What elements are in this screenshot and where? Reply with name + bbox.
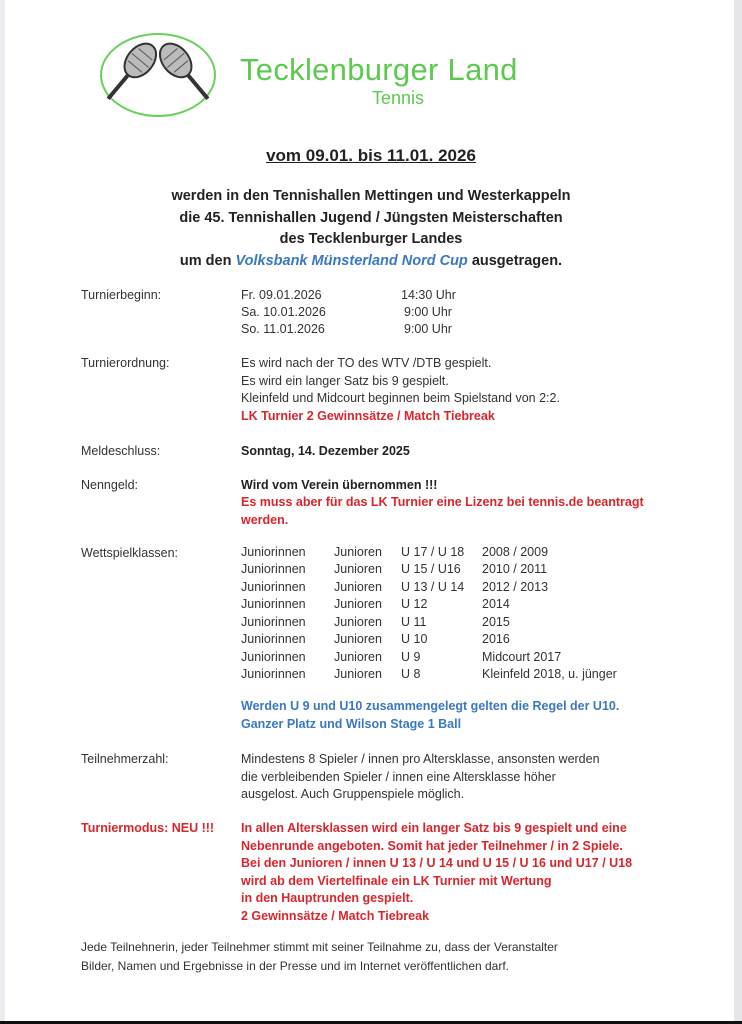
footer-line: Bilder, Namen und Ergebnisse in der Presse und im Internet veröffentlichen darf. (81, 959, 510, 973)
schedule-row (241, 305, 541, 323)
schedule-date: Sa. 10.01.2026 (241, 305, 326, 319)
turnierordnung-label: Turnierordnung: (81, 356, 170, 370)
rule-line: Es wird nach der TO des WTV /DTB gespielt. (241, 356, 492, 370)
teilnehmerzahl-label: Teilnehmerzahl: (81, 752, 169, 766)
boys-cell: Junioren (334, 562, 382, 576)
class-cell: U 10 (401, 632, 428, 646)
schedule-time: 9:00 Uhr (404, 322, 452, 336)
intro-pre: um den (179, 252, 236, 269)
class-row (241, 562, 641, 580)
classes-note-line: Werden U 9 und U10 zusammengelegt gelten die Regel der U10. (241, 699, 620, 713)
nenngeld-note-line: Es muss aber für das LK Turnier eine Lizenz bei tennis.de beantragt (241, 495, 644, 509)
turnierordnung-text (241, 355, 560, 425)
intro-line: die 45. Tennishallen Jugend / Jüngsten Meisterschaften (179, 209, 563, 226)
crossed-tennis-rackets-icon (99, 32, 217, 118)
class-cell: U 8 (401, 667, 421, 681)
turnierbeginn-label: Turnierbeginn: (81, 288, 162, 302)
participants-line: die verbleibenden Spieler / innen eine Altersklasse höher (241, 769, 556, 784)
cup-name: Volksbank Münsterland Nord Cup (235, 252, 468, 269)
brand-title: Tecklenburger Land (240, 52, 518, 87)
schedule-row (241, 288, 541, 306)
girls-cell: Juniorinnen (241, 650, 306, 664)
class-cell: U 12 (401, 597, 428, 611)
class-cell: U 15 / U16 (401, 562, 461, 576)
intro-line: des Tecklenburger Landes (279, 231, 463, 247)
girls-cell: Juniorinnen (241, 545, 306, 559)
mode-line: Nebenrunde angeboten. Somit hat jeder Teilnehmer / in 2 Spiele. (241, 838, 623, 853)
turniermodus-text (241, 820, 632, 925)
girls-cell: Juniorinnen (241, 580, 306, 594)
boys-cell: Junioren (334, 650, 382, 664)
brand-subtitle: Tennis (372, 88, 425, 108)
nenngeld-label: Nenngeld: (81, 478, 138, 492)
intro-post: ausgetragen. (467, 252, 563, 269)
girls-cell: Juniorinnen (241, 615, 306, 629)
girls-cell: Juniorinnen (241, 597, 306, 611)
meldeschluss-value: Sonntag, 14. Dezember 2025 (241, 444, 410, 458)
years-cell: Kleinfeld 2018, u. jünger (482, 667, 617, 681)
wettspielklassen-label: Wettspielklassen: (81, 546, 179, 560)
intro-text (0, 186, 742, 272)
schedule-date: Fr. 09.01.2026 (241, 288, 322, 302)
nenngeld-value: Wird vom Verein übernommen !!! (241, 478, 438, 492)
schedule-date: So. 11.01.2026 (241, 322, 325, 336)
mode-line: In allen Altersklassen wird ein langer Satz bis 9 gespielt und eine (241, 821, 627, 835)
years-cell: 2014 (482, 597, 510, 611)
nenngeld-note (241, 494, 644, 529)
rule-line: Es wird ein langer Satz bis 9 gespielt. (241, 373, 449, 388)
turniermodus-label: Turniermodus: NEU !!! (81, 821, 215, 835)
intro-line: werden in den Tennishallen Mettingen und Westerkappeln (171, 188, 571, 204)
class-row (241, 632, 641, 650)
boys-cell: Junioren (334, 597, 382, 611)
boys-cell: Junioren (334, 580, 382, 594)
class-row (241, 580, 641, 598)
lk-highlight: LK Turnier 2 Gewinnsätze / Match Tiebreak (241, 408, 495, 423)
girls-cell: Juniorinnen (241, 667, 306, 681)
meldeschluss-label: Meldeschluss: (81, 444, 161, 458)
nenngeld-note-line: werden. (241, 512, 289, 527)
mode-line: wird ab dem Viertelfinale ein LK Turnier mit Wertung (241, 873, 552, 888)
boys-cell: Junioren (334, 615, 382, 629)
consent-footer (81, 938, 558, 976)
boys-cell: Junioren (334, 632, 382, 646)
class-cell: U 17 / U 18 (401, 545, 465, 559)
years-cell: 2015 (482, 615, 510, 629)
boys-cell: Junioren (334, 545, 382, 559)
years-cell: 2010 / 2011 (482, 562, 548, 576)
class-row (241, 650, 641, 668)
class-row (241, 667, 641, 685)
schedule-time: 14:30 Uhr (401, 288, 456, 302)
class-cell: U 9 (401, 650, 421, 664)
years-cell: 2016 (482, 632, 510, 646)
years-cell: 2008 / 2009 (482, 545, 549, 559)
class-row (241, 597, 641, 615)
mode-line: in den Hauptrunden gespielt. (241, 891, 414, 905)
teilnehmerzahl-text (241, 751, 600, 804)
intro-line (0, 251, 742, 273)
years-cell: 2012 / 2013 (482, 580, 549, 594)
years-cell: Midcourt 2017 (482, 650, 562, 664)
class-row (241, 615, 641, 633)
class-cell: U 11 (401, 615, 427, 629)
mode-line: 2 Gewinnsätze / Match Tiebreak (241, 908, 430, 923)
class-row (241, 545, 641, 563)
schedule-time: 9:00 Uhr (404, 305, 452, 319)
date-title: vom 09.01. bis 11.01. 2026 (266, 146, 476, 165)
participants-line: ausgelost. Auch Gruppenspiele möglich. (241, 787, 465, 801)
rule-line: Kleinfeld und Midcourt beginnen beim Spielstand von 2:2. (241, 391, 560, 405)
schedule-row (241, 322, 541, 340)
mode-line: Bei den Junioren / innen U 13 / U 14 und U 15 / U 16 und U17 / U18 (241, 856, 633, 870)
class-cell: U 13 / U 14 (401, 580, 465, 594)
girls-cell: Juniorinnen (241, 562, 306, 576)
footer-line: Jede Teilnehnerin, jeder Teilnehmer stimmt mit seiner Teilnahme zu, dass der Veranstalter (81, 940, 558, 954)
participants-line: Mindestens 8 Spieler / innen pro Altersklasse, ansonsten werden (241, 752, 600, 766)
boys-cell: Junioren (334, 667, 382, 681)
classes-note-line: Ganzer Platz und Wilson Stage 1 Ball (241, 716, 462, 731)
classes-note (241, 698, 619, 733)
girls-cell: Juniorinnen (241, 632, 306, 646)
